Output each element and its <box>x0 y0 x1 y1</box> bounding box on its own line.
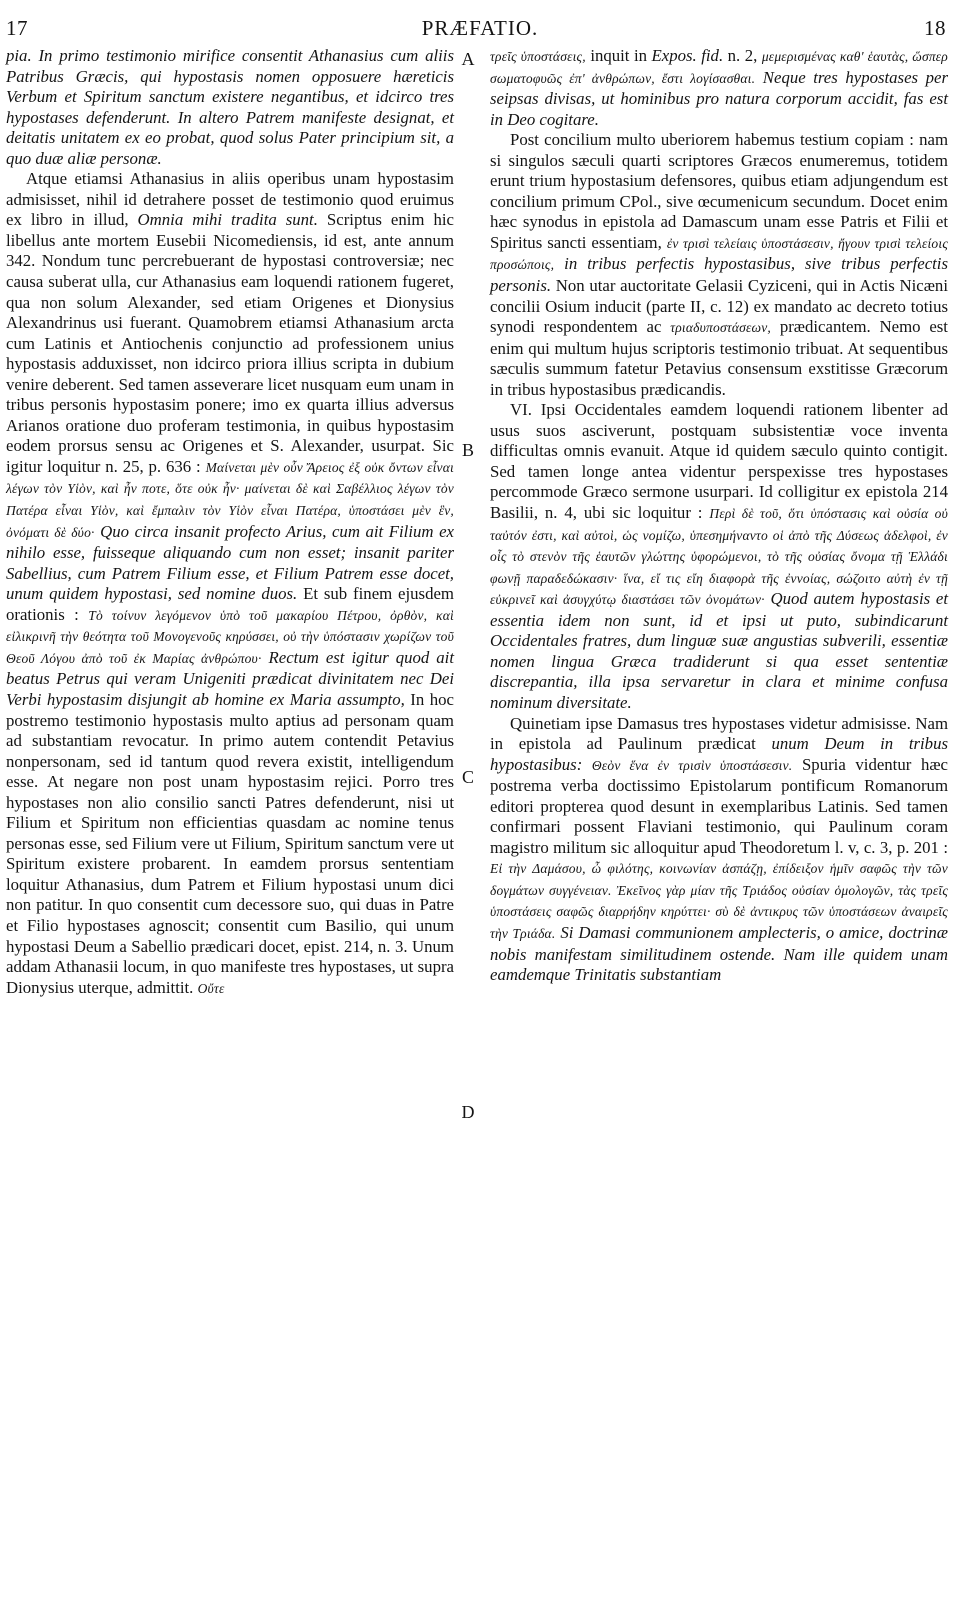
text-run: n. 2, <box>727 46 758 65</box>
text-run: pia. In primo testimonio mirifice consentit Athanasius cum aliis Patribus Græcis, qui hypostasis nomen opposuere hæreticis Verbum et Spiritum sanctum existere negantibus, et idcirco tres hypostases defenderunt. In altero Patrem manifeste designat, et deitatis unitatem ex eo probat, quod solus Pater principium sit, a quo duæ aliæ personæ. <box>6 46 454 168</box>
paragraph <box>490 714 948 986</box>
greek-quotation: ἐν τρισὶ τελείαις ὑποστάσεσιν, ἤγουν τρισὶ τελείοις προσώποις, <box>490 235 948 273</box>
text-run: Scriptus enim hic libellus ante mortem Eusebii Nicomediensis, id est, ante annum 342. Nondum tunc percrebuerant de hypostasi controversiæ; nec causa suberat ulla, cur Athanasius eam loquendi rationem fugeret, qua non solum Alexander, sed etiam Origenes et Dionysius Alexandrinus usi fuerant. Quamobrem etiamsi Athanasium arcta cum Latinis et Antiochenis conjunctio ad professionem unius hypostasis adduxisset, non idcirco priora illius scripta in dubium venire deberent. Sed tamen asseverare licet nusquam eum unam in tribus personis hypostasim ponere; imo ex quarta illius adversus Arianos oratione duo proferam testimonia, in quibus hypostasim eodem prorsus sensu ac Origenes et S. Alexander, usurpat. Sic igitur loquitur n. 25, p. 636 : <box>6 210 454 476</box>
paragraph <box>6 169 454 999</box>
margin-letter-c: C <box>461 767 474 787</box>
text-run: Quo circa insanit profecto Arius, cum ait Filium ex nihilo esse, fuisseque aliquando cum non esset; insanit pariter Sabellius, cum Patrem Filium esse, et Filium Patrem esse docet, unum quidem hypostasi, sed nomine duos. <box>6 521 454 604</box>
text-run: Si Damasi communionem amplecteris, o amice, doctrinæ nobis manifestam similitudinem ostende. Nam ille quidem unam eamdemque Trinitatis substantiam <box>490 922 948 985</box>
running-title: PRÆFATIO. <box>421 16 539 40</box>
right-column <box>490 46 948 986</box>
left-column <box>6 46 454 999</box>
greek-quotation: Θεὸν ἕνα ἐν τρισὶν ὑποστάσεσιν. <box>591 757 793 773</box>
margin-letter-d: D <box>461 1102 475 1122</box>
paragraph <box>490 400 948 713</box>
page-number-right: 18 <box>924 16 946 40</box>
text-run: Non utar auctoritate Gelasii Cyziceni, qui in Actis Nicæni concilii Osium inducit (parte II, c. 12) ex mandato ac decreto totius synodi respondentem ac <box>490 276 948 337</box>
text-run: VI. Ipsi Occidentales eamdem loquendi rationem libenter ad usus suos asciverunt, postquam subsistentiæ voce inventa difficultas omnis evanuit. Atque id quidem sæculo quinto contigit. Sed tamen longe antea videntur perspexisse tres hypostases percommode Græco sermone usurpari. Id colligitur ex epistola 214 Basilii, n. 4, ubi sic loquitur : <box>490 400 948 523</box>
text-run: Rectum est igitur quod ait beatus Petrus qui veram Unigeniti prædicat divinitatem nec Dei Verbi hypostasim disjungit ab homine ex Maria assumpto, <box>6 647 454 709</box>
greek-quotation: Οὔτε <box>197 980 225 996</box>
paragraph <box>490 46 948 130</box>
text-run: Et sub finem ejusdem orationis : <box>6 584 454 624</box>
greek-quotation: τρεῖς ὑποστάσεις, <box>490 49 586 64</box>
text-run: Atque etiamsi Athanasius in aliis operibus unam hypostasim admisisset, nihil id detrahere posset de testimonio quod eruimus ex libro in illud, <box>6 169 454 230</box>
text-run: unum Deum in tribus hypostasibus: <box>490 734 948 774</box>
text-run: Omnia mihi tradita sunt. <box>137 210 318 230</box>
page-number-left: 17 <box>6 16 28 40</box>
greek-quotation: Περὶ δὲ τοῦ, ὅτι ὑπόστασις καὶ οὐσία οὐ ταὐτόν ἐστι, καὶ αὐτοὶ, ὡς νομίζω, ὑπεσημήναντο οἱ ἀπὸ τῆς Δύσεως ἀδελφοὶ, ἐν οἷς τὸ στενὸν τῆς ἑαυτῶν γλώττης ὑφορώμενοι, τὸ τῆς οὐσίας ὄνομα τῇ Ἑλλάδι φωνῇ παραδεδώκασιν· ἵνα, εἴ τις εἴη διαφορὰ τῆς ἐννοίας, σώζοιτο αὐτὴ ἐν τῇ εὐκρινεῖ καὶ ἀσυγχύτῳ διαστάσει τῶν ὀνομάτων· <box>490 506 949 608</box>
text-run: Spuria videntur hæc postrema verba doctissimo Epistolarum pontificum Romanorum editori propterea quod desunt in exemplaribus Latinis. Sed tamen confirmari possent Flaviani testimonio, qui Paulinum coram magistro militum sic alloquitur apud Theodoretum l. v, c. 3, p. 201 : <box>490 754 948 857</box>
greek-quotation: Μαίνεται μὲν οὖν Ἄρειος ἐξ οὐκ ὄντων εἶναι λέγων τὸν Υἱὸν, καὶ ἦν ποτε, ὅτε οὐκ ἦν· μαίνεται δὲ καὶ Σαβέλλιος λέγων τὸν Πατέρα εἶναι Υἱὸν, καὶ ἔμπαλιν τὸν Υἱὸν εἶναι Πατέρα, ὑποστάσει μὲν ἓν, ὀνόματι δὲ δύο· <box>6 459 454 540</box>
text-run: Quinetiam ipse Damasus tres hypostases videtur admisisse. Nam in epistola ad Paulinum prædicat <box>490 713 948 754</box>
text-run: In hoc postremo testimonio hypostasis multo aptius ad personam quam ad substantiam revocatur. In primo autem contendit Petavius nonpersonam, sed id tantum quod revera existit, intelligendum esse. At negare non post unam hypostasim rejici. Porro tres hypostases non alio consilio sancti Patres defenderunt, nisi ut Filium et Spiritum non efficientias quasdam ac nomine tenus personas esse, sed Filium vere ut Filium, Spiritum sanctum vere ut Spiritum existere probarent. In eamdem prorsus sententiam loquitur Athanasius, dum Patrem et Filium hypostasi unum dici non patitur. In quo consentit cum decessore suo, qui duas in Patre et Filio hypostases agnoscit; consentit cum Basilio, qui unum hypostasi Deum a Sabellio prædicari docet, epist. 214, n. 3. Unum addam Athanasii locum, in quo manifeste tres hypostases, ut supra Dionysius uterque, admittit. <box>6 689 455 997</box>
text-run: in tribus perfectis hypostasibus, sive tribus perfectis personis. <box>490 254 948 296</box>
text-run: Expos. fid. <box>651 46 724 65</box>
text-run: prædicantem. Nemo est enim qui multum hujus scriptoris testimonio tribuat. At sequentibus sæculis summum fatetur Petavius consensum exstitisse Græcorum in tribus hypostasibus prædicandis. <box>490 317 948 399</box>
paragraph <box>490 130 948 400</box>
margin-letter-b: B <box>461 440 474 460</box>
margin-letter-a: A <box>461 49 475 69</box>
text-run: Neque tres hypostases per seipsas divisas, ut hominibus pro natura corporum accidit, fas est in Deo cogitare. <box>490 67 948 129</box>
greek-quotation: Εἰ τὴν Δαμάσου, ὦ φιλότης, κοινωνίαν ἀσπάζῃ, ἐπίδειξον ἡμῖν σαφῶς τὴν τῶν δογμάτων συγγένειαν. Ἐκεῖνος γὰρ μίαν τῆς Τριάδος οὐσίαν ὁμολογῶν, τὰς τρεῖς ὑποστάσεις σαφῶς διαρρήδην κηρύττει· σὺ δὲ ἀντικρυς τῶν ὑποστάσεων ἀναιρεῖς τὴν Τριάδα. <box>490 861 948 941</box>
greek-quotation: Τὸ τοίνυν λεγόμενον ὑπὸ τοῦ μακαρίου Πέτρου, ὀρθὸν, καὶ εἰλικρινῆ τὴν θεότητα τοῦ Μονογενοῦς κηρύσσει, οὐ τὴν ὑπόστασιν χωρίζων τοῦ Θεοῦ Λόγου ἀπὸ τοῦ ἐκ Μαρίας ἀνθρώπου· <box>6 607 454 666</box>
page-header <box>0 12 960 42</box>
greek-quotation: μεμερισμένας καθ' ἑαυτὰς, ὥσπερ σωματοφυῶς ἐπ' ἀνθρώπων, ἔστι λογίσασθαι. <box>490 49 948 86</box>
text-run: Quod autem hypostasis et essentia idem non sunt, id et ipsi ut puto, subindicarunt Occidentales fratres, dum linguæ suæ angustias subverili, essentiæ nomen lingua Græca tradiderunt si qua esset sententiæ discrepantia, illa ipsa servaretur in clara et minime confusa nominum diversitate. <box>490 589 948 712</box>
text-run: Post concilium multo uberiorem habemus testium copiam : nam si singulos sæculi quarti scriptores Græcos enumeremus, totidem erunt trium hypostasium defensores, quibus etiam adjungendum est concilium primum CPol., sive œcumenicum secundum. Docet enim hæc synodus in epistola ad Damascum unam esse Patris et Filii et Spiritus sancti essentiam, <box>490 130 948 252</box>
greek-quotation: τριαδυποστάσεων, <box>670 320 772 336</box>
text-run: inquit in <box>590 46 648 65</box>
paragraph <box>6 46 454 169</box>
